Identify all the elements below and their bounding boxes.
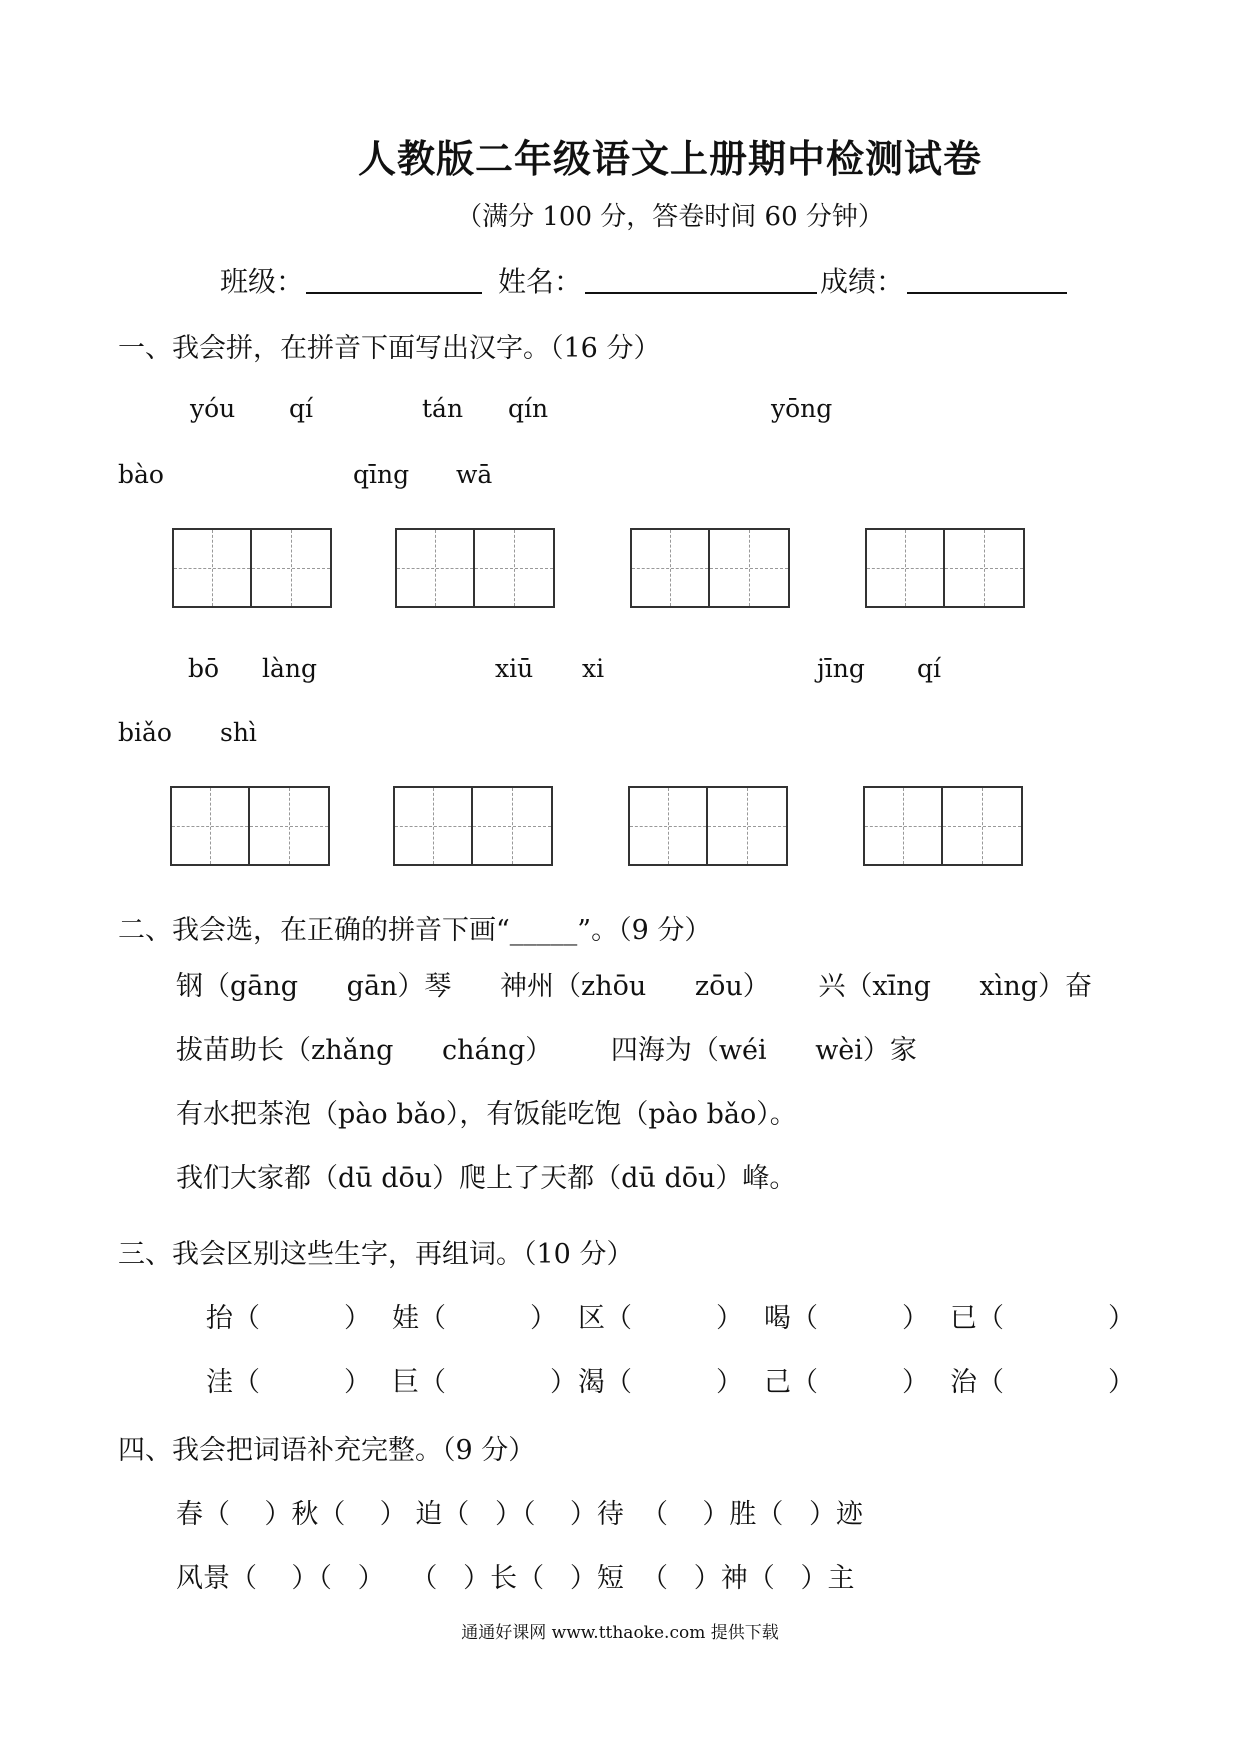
paren: ） [530,1303,557,1334]
name-label: 姓名： [498,265,583,298]
writing-box[interactable] [630,528,790,608]
pinyin: qīng [353,460,410,489]
writing-box[interactable] [170,786,330,866]
paren: ） [716,1367,743,1398]
char-item: 巨（ [392,1367,446,1398]
pinyin: bào [118,460,164,489]
choice-line-3: 有水把茶泡（pào bǎo），有饭能吃饱（pào bǎo）。 [176,1099,797,1130]
paren: ） [1108,1367,1135,1398]
writing-box[interactable] [628,786,788,866]
page-title: 人教版二年级语文上册期中检测试卷 [357,136,982,181]
pinyin: yóu [190,394,236,423]
choice: wèi）家 [815,1035,917,1066]
pinyin: xi [582,654,605,683]
name-blank[interactable] [585,262,817,294]
writing-box[interactable] [865,528,1025,608]
paren: ） [902,1367,929,1398]
choice: 钢（gāng [176,971,299,1002]
paren: ） [902,1303,929,1334]
char-item: 抬（ [206,1303,260,1334]
char-item: 治（ [950,1367,1004,1398]
choice: zōu） [694,971,770,1002]
choice-line-4: 我们大家都（dū dōu）爬上了天都（dū dōu）峰。 [176,1163,797,1194]
choice-line-2 [176,1028,917,1067]
choice-line-1 [176,964,1092,1003]
char-item: 娃（ [392,1303,446,1334]
choice: 兴（xīng [818,971,931,1002]
pinyin: bō [188,654,220,683]
section1-heading: 一、我会拼，在拼音下面写出汉字。（16 分） [118,333,661,364]
footer-credit: 通通好课网 www.tthaoke.com 提供下载 [461,1623,779,1643]
pinyin: biǎo [118,718,172,747]
section2-heading: 二、我会选，在正确的拼音下画“_____”。（9 分） [118,915,712,946]
writing-box[interactable] [172,528,332,608]
paren: ） [716,1303,743,1334]
pinyin: tán [422,394,464,423]
pinyin: xiū [495,654,534,683]
writing-box[interactable] [393,786,553,866]
writing-box[interactable] [863,786,1023,866]
paren: ） [344,1303,371,1334]
idiom-row-1: 春（ ）秋（ ） 迫（ ）（ ）待 （ ）胜（ ）迹 [176,1499,864,1530]
pinyin: qí [289,394,313,423]
pinyin: wā [456,460,493,489]
pinyin: jīng [817,654,865,683]
char-item: 己（ [764,1367,818,1398]
section4-heading: 四、我会把词语补充完整。（9 分） [118,1435,536,1466]
char-item: 洼（ [206,1367,260,1398]
pinyin: yōng [771,394,833,423]
score-blank[interactable] [907,262,1067,294]
score-label: 成绩： [820,265,905,298]
choice: gān）琴 [346,971,452,1002]
writing-box[interactable] [395,528,555,608]
pinyin: qí [917,654,941,683]
char-item: 区（ [578,1303,632,1334]
choice: 神州（zhōu [500,971,647,1002]
class-label: 班级： [220,265,305,298]
idiom-row-2: 风景（ ）（ ） （ ）长（ ）短 （ ）神（ ）主 [176,1563,855,1594]
char-item: 已（ [950,1303,1004,1334]
pinyin: làng [262,654,318,683]
section3-heading: 三、我会区别这些生字，再组词。（10 分） [118,1239,634,1270]
pinyin: shì [220,718,257,747]
class-blank[interactable] [306,262,482,294]
pinyin: qín [508,394,549,423]
paren: ） [344,1367,371,1398]
paren: ） [1108,1303,1135,1334]
choice: cháng） [441,1035,553,1066]
char-item: 渴（ [578,1367,632,1398]
page-subtitle: （满分 100 分，答卷时间 60 分钟） [456,202,884,232]
choice: xìng）奋 [979,971,1093,1002]
choice: 四海为（wéi [610,1035,767,1066]
char-item: 喝（ [764,1303,818,1334]
choice: 拔苗助长（zhǎng [176,1035,394,1066]
paren: ） [550,1367,577,1398]
